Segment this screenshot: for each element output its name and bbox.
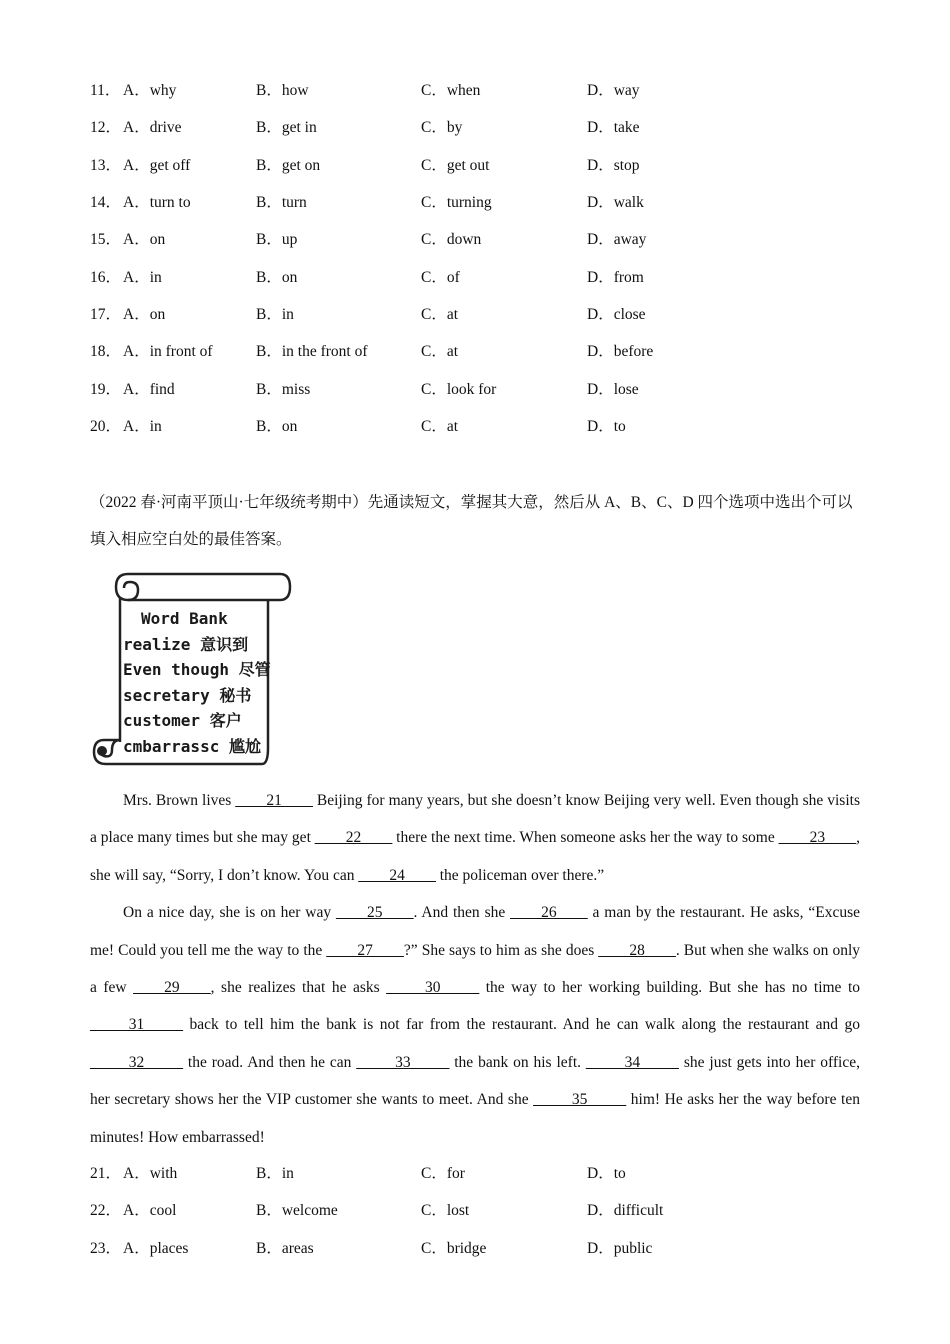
option-c: C．of <box>421 269 460 286</box>
question-number: 12． <box>90 119 122 136</box>
blank-25: ____25____ <box>336 904 414 922</box>
option-c: C．by <box>421 119 463 136</box>
option-c: C．for <box>421 1165 465 1182</box>
option-c: C．at <box>421 343 459 360</box>
option-d: D．close <box>587 306 646 323</box>
option-a: A．in <box>123 269 162 286</box>
passage-text: she just gets into her office, her secretary shows her the VIP customer she wants to meet. And she <box>90 1053 860 1109</box>
option-a: A．on <box>123 306 166 323</box>
question-number: 20． <box>90 418 122 435</box>
passage-paragraph-2 <box>90 894 860 1156</box>
blank-27: ____27____ <box>326 941 404 959</box>
passage-text: Beijing for many years, but she doesn’t know Beijing very well. Even though she visits a place many times but she may get <box>90 792 860 847</box>
option-b: B．up <box>256 231 298 248</box>
option-c: C．at <box>421 418 459 435</box>
option-c: C．at <box>421 306 459 323</box>
section-instructions: （2022 春·河南平顶山·七年级统考期中）先通读短文，掌握其大意，然后从 A、B、C、D 四个选项中选出个可以填入相应空白处的最佳答案。 <box>90 494 853 548</box>
blank-34: _____34_____ <box>585 1053 679 1071</box>
passage-text: the road. And then he can <box>183 1053 357 1071</box>
blank-33: _____33_____ <box>356 1053 450 1071</box>
passage-text: . And then she <box>413 904 511 922</box>
option-d: D．from <box>587 269 644 286</box>
option-a: A．in front of <box>123 343 213 360</box>
option-a: A．get off <box>123 157 191 174</box>
option-c: C．when <box>421 82 481 99</box>
option-a: A．find <box>123 381 175 398</box>
passage-text: the way to her working building. But she has no time to <box>479 979 861 997</box>
blank-21: ____21____ <box>235 792 313 809</box>
option-a: A．turn to <box>123 194 191 211</box>
word-bank-title: Word Bank <box>141 609 228 628</box>
passage-paragraph-1 <box>90 782 860 894</box>
passage-text: , she realizes that he asks <box>210 979 387 997</box>
word-bank-entry: realize 意识到 <box>123 634 249 654</box>
question-number: 11． <box>90 82 121 99</box>
word-bank-entry: Even though 尽管 <box>123 660 271 679</box>
option-d: D．away <box>587 231 647 248</box>
option-d: D．to <box>587 1165 626 1182</box>
option-b: B．areas <box>256 1240 314 1257</box>
option-c: C．look for <box>421 381 497 398</box>
option-b: B．in <box>256 1165 294 1182</box>
option-d: D．lose <box>587 381 639 398</box>
passage-text: a man by the restaurant. He asks, “Excuse me! Could you tell me the way to the <box>90 904 860 959</box>
word-bank-entry: customer 客户 <box>123 711 242 730</box>
option-b: B．on <box>256 269 298 286</box>
blank-28: ____28____ <box>598 941 676 959</box>
option-b: B．in the front of <box>256 343 368 360</box>
blank-22: ____22____ <box>314 829 393 847</box>
passage-text: the policeman over there.” <box>435 866 605 884</box>
option-a: A．why <box>123 82 177 99</box>
blank-31: _____31_____ <box>90 1016 183 1034</box>
blank-24: ____24____ <box>358 866 436 884</box>
option-d: D．before <box>587 343 654 360</box>
passage-text: . But when she walks on only a few <box>90 941 861 997</box>
word-bank-scroll <box>90 570 295 770</box>
option-a: A．cool <box>123 1202 177 1219</box>
question-number: 23． <box>90 1240 122 1257</box>
option-b: B．on <box>256 418 298 435</box>
option-d: D．walk <box>587 194 644 211</box>
question-number: 13． <box>90 157 122 174</box>
passage-text: him! He asks her the way before ten minutes! How embarrassed! <box>90 1091 860 1146</box>
option-c: C．lost <box>421 1202 470 1219</box>
passage-text: On a nice day, she is on her way <box>123 904 336 922</box>
option-c: C．down <box>421 231 482 248</box>
option-b: B．welcome <box>256 1202 338 1219</box>
word-bank-list <box>123 606 271 759</box>
blank-35: _____35_____ <box>533 1091 627 1109</box>
option-a: A．on <box>123 231 166 248</box>
word-bank-entry: secretary 秘书 <box>123 685 252 705</box>
passage-text: Mrs. Brown lives <box>123 792 236 809</box>
blank-29: ____29____ <box>133 979 211 997</box>
passage-text: ?” She says to him as she does <box>403 941 599 959</box>
option-d: D．to <box>587 418 626 435</box>
option-c: C．get out <box>421 157 490 174</box>
blank-26: ____26____ <box>510 904 588 922</box>
option-a: A．in <box>123 418 162 435</box>
passage-text: , she will say, “Sorry, I don’t know. You can <box>90 829 861 884</box>
passage-text: back to tell him the bank is not far from the restaurant. And he can walk along the restaurant and go <box>183 1016 860 1034</box>
word-bank-entry: cmbarrassc 尴尬 <box>123 736 261 756</box>
option-b: B．miss <box>256 381 311 398</box>
option-c: C．turning <box>421 194 492 211</box>
cloze-passage <box>90 782 860 1156</box>
blank-23: ____23____ <box>778 829 857 847</box>
option-b: B．get on <box>256 157 321 174</box>
passage-text: there the next time. When someone asks her the way to some <box>392 829 779 847</box>
option-a: A．drive <box>123 119 182 136</box>
passage-text: the bank on his left. <box>449 1053 586 1071</box>
option-d: D．public <box>587 1240 653 1257</box>
option-d: D．way <box>587 82 640 99</box>
blank-30: _____30_____ <box>386 979 480 997</box>
option-b: B．in <box>256 306 294 323</box>
question-number: 18． <box>90 343 122 360</box>
question-number: 14． <box>90 194 122 211</box>
option-d: D．stop <box>587 157 640 174</box>
question-number: 19． <box>90 381 122 398</box>
option-b: B．get in <box>256 119 317 136</box>
blank-32: _____32_____ <box>90 1053 183 1071</box>
option-b: B．how <box>256 82 309 99</box>
option-d: D．difficult <box>587 1202 664 1219</box>
question-number: 16． <box>90 269 122 286</box>
option-b: B．turn <box>256 194 307 211</box>
question-number: 17． <box>90 306 122 323</box>
question-number: 21． <box>90 1165 122 1182</box>
option-c: C．bridge <box>421 1240 487 1257</box>
option-d: D．take <box>587 119 640 136</box>
option-a: A．with <box>123 1165 178 1182</box>
option-a: A．places <box>123 1240 189 1257</box>
question-number: 15． <box>90 231 122 248</box>
question-number: 22． <box>90 1202 122 1219</box>
